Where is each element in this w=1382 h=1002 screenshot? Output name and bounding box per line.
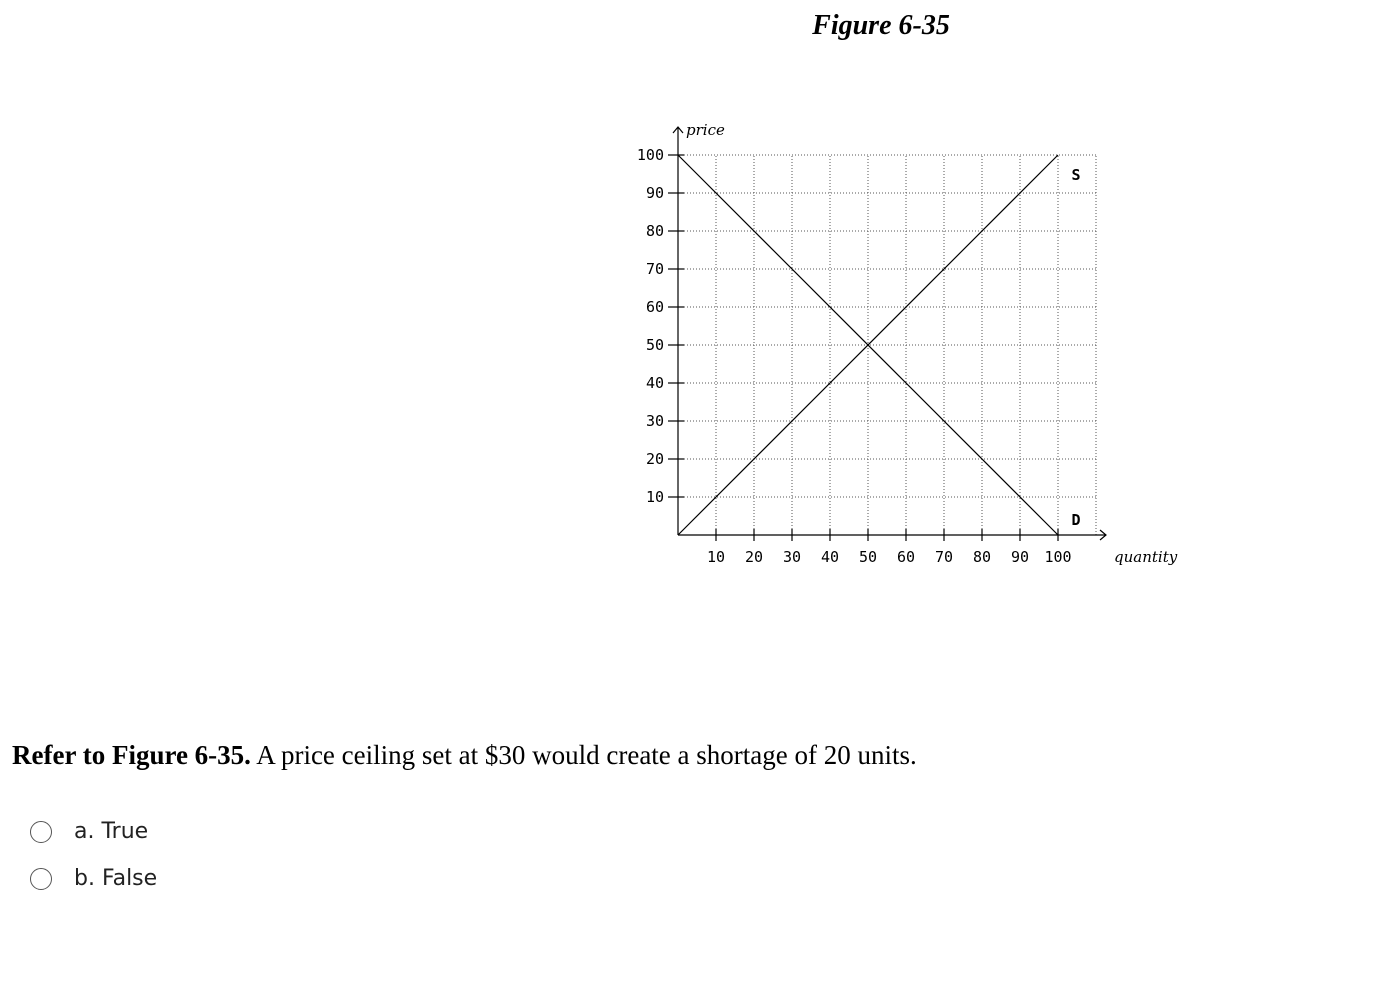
question-body: A price ceiling set at $30 would create a shortage of 20 units. (250, 740, 917, 770)
x-tick-label: 60 (896, 548, 916, 566)
option-false[interactable] (30, 855, 157, 902)
radio-button[interactable] (30, 821, 52, 843)
y-tick-label: 20 (645, 450, 664, 468)
y-tick-label: 30 (645, 412, 664, 430)
y-tick-label: 10 (645, 488, 664, 506)
y-tick-label: 80 (645, 222, 664, 240)
x-tick-label: 10 (706, 548, 726, 566)
y-axis-label: price (686, 121, 725, 139)
figure-title: Figure 6-35 (812, 10, 950, 41)
y-tick-label: 50 (645, 336, 664, 354)
x-tick-label: 30 (782, 548, 802, 566)
y-tick-label: 70 (645, 260, 664, 278)
option-label: a. True (74, 819, 149, 844)
x-tick-label: 70 (934, 548, 954, 566)
x-tick-label: 50 (858, 548, 878, 566)
question-text (12, 740, 917, 771)
x-tick-label: 80 (972, 548, 992, 566)
x-tick-label: 40 (820, 548, 840, 566)
y-tick-label: 90 (645, 184, 664, 202)
option-label: b. False (74, 866, 158, 891)
series-label-d: D (1071, 511, 1081, 529)
x-tick-label: 100 (1044, 548, 1072, 566)
supply-demand-chart (560, 110, 1180, 590)
answer-options (30, 808, 157, 902)
radio-button[interactable] (30, 868, 52, 890)
y-tick-label: 60 (645, 298, 664, 316)
y-tick-label: 40 (645, 374, 664, 392)
figure-reference: Refer to Figure 6-35. (12, 740, 251, 770)
x-tick-label: 90 (1010, 548, 1030, 566)
x-axis-label: quantity (1114, 548, 1178, 566)
option-true[interactable] (30, 808, 157, 855)
y-tick-label: 100 (636, 146, 664, 164)
series-label-s: S (1071, 166, 1081, 184)
x-tick-label: 20 (744, 548, 764, 566)
